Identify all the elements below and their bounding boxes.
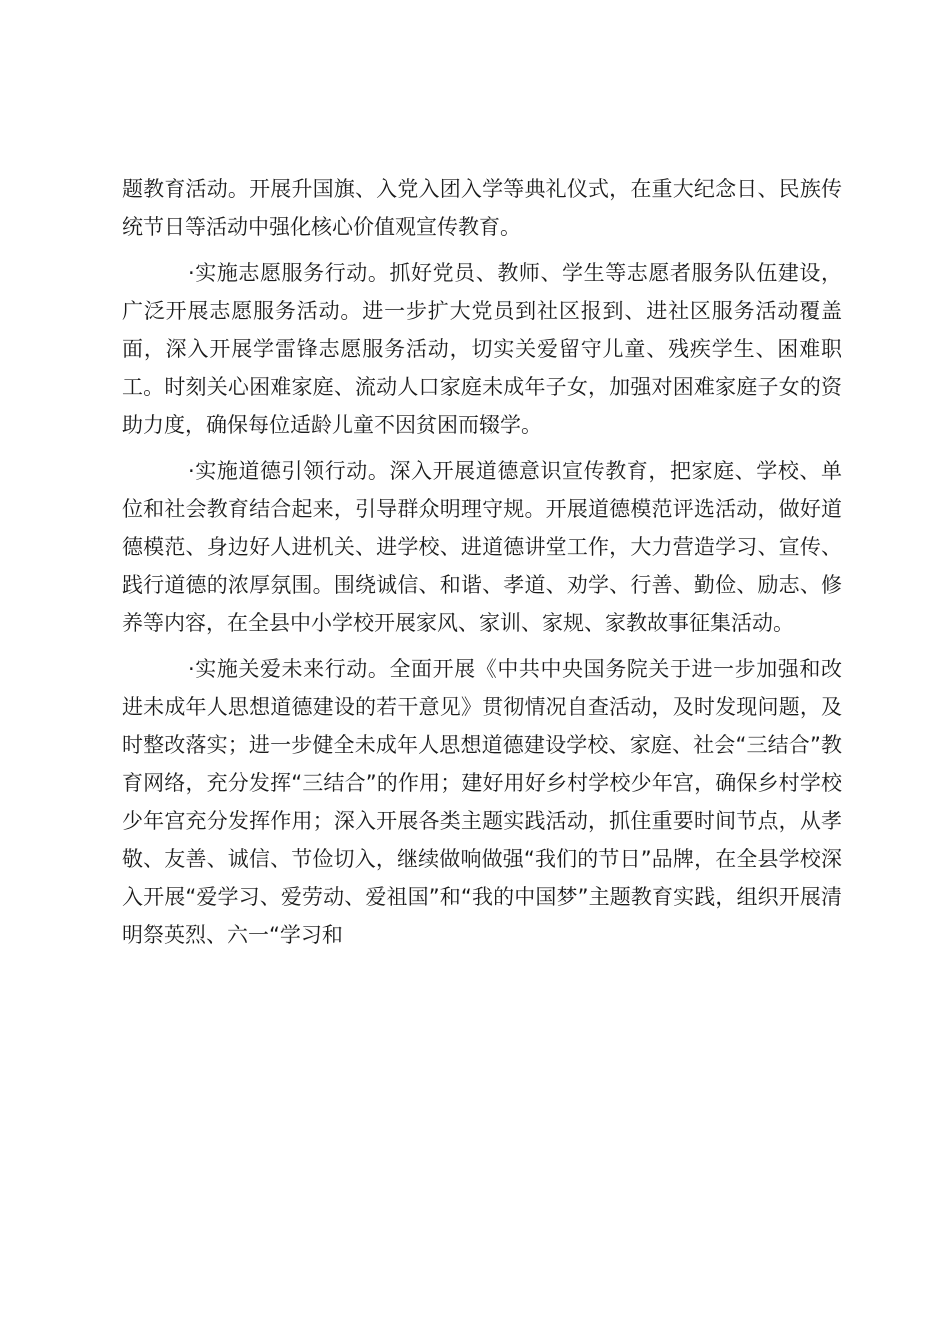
- paragraph-volunteer-service: ·实施志愿服务行动。抓好党员、教师、学生等志愿者服务队伍建设，广泛开展志愿服务活动。进一步扩大党员到社区报到、进社区服务活动覆盖面，深入开展学雷锋志愿服务活动，切实关爱留守儿童、残疾学生、困难职工。时刻关心困难家庭、流动人口家庭未成年子女，加强对困难家庭子女的资助力度，确保每位适龄儿童不因贫困而辍学。: [122, 261, 842, 437]
- paragraph-moral-guidance: ·实施道德引领行动。深入开展道德意识宣传教育，把家庭、学校、单位和社会教育结合起来，引导群众明理守规。开展道德模范评选活动，做好道德模范、身边好人进机关、进学校、进道德讲堂工作，大力营造学习、宣传、践行道德的浓厚氛围。围绕诚信、和谐、孝道、劝学、行善、勤俭、励志、修养等内容，在全县中小学校开展家风、家训、家规、家教故事征集活动。: [122, 459, 842, 635]
- paragraph-caring-future: ·实施关爱未来行动。全面开展《中共中央国务院关于进一步加强和改进未成年人思想道德建设的若干意见》贯彻情况自查活动，及时发现问题，及时整改落实；进一步健全未成年人思想道德建设学校、家庭、社会“三结合”教育网络，充分发挥“三结合”的作用；建好用好乡村学校少年宫，确保乡村学校少年宫充分发挥作用；深入开展各类主题实践活动，抓住重要时间节点，从孝敬、友善、诚信、节俭切入，继续做响做强“我们的节日”品牌，在全县学校深入开展“爱学习、爱劳动、爱祖国”和“我的中国梦”主题教育实践，组织开展清明祭英烈、六一“学习和: [122, 657, 842, 947]
- document-body: [122, 170, 842, 954]
- paragraph-continuation: 题教育活动。开展升国旗、入党入团入学等典礼仪式，在重大纪念日、民族传统节日等活动中强化核心价值观宣传教育。: [122, 177, 842, 239]
